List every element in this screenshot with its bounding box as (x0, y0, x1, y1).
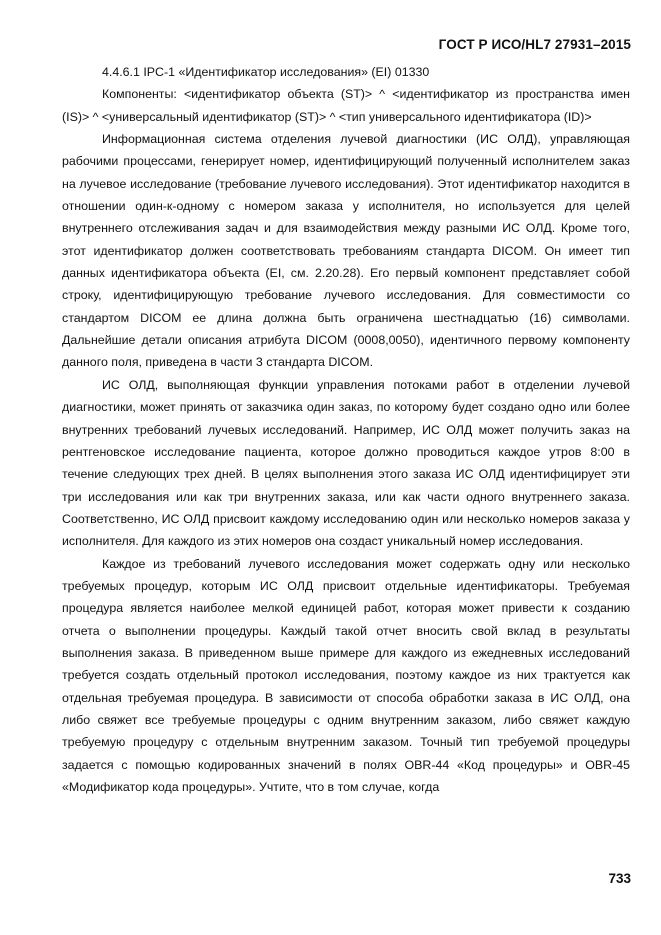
document-body (62, 61, 630, 798)
document-header: ГОСТ Р ИСО/HL7 27931–2015 (438, 37, 631, 52)
components-definition: Компоненты: <идентификатор объекта (ST)> ^ <идентификатор из пространства имен (IS)> ^ <универсальный идентификатор (ST)> ^ <тип универсального идентификатора (ID)> (62, 87, 630, 124)
section-heading: 4.4.6.1 IPC-1 «Идентификатор исследования» (EI) 01330 (102, 65, 430, 79)
page-number: 733 (608, 871, 631, 886)
body-paragraph-1: Информационная система отделения лучевой диагностики (ИС ОЛД), управляющая рабочими процессами, генерирует номер, идентифицирующий полученный исполнителем заказ на лучевое исследование (требование лучевого исследования). Этот идентификатор находится в отношении один-к-одному с номером заказа у исполнителя, но используется для целей внутреннего отслеживания задач и для взаимодействия между разными ИС ОЛД. Кроме того, этот идентификатор должен соответствовать требованиям стандарта DICOM. Он имеет тип данных идентификатора объекта (EI, см. 2.20.28). Его первый компонент представляет собой строку, идентифицирующую требование лучевого исследования. Для совместимости со стандартом DICOM ее длина должна быть ограничена шестнадцатью (16) символами. Дальнейшие детали описания атрибута DICOM (0008,0050), идентичного первому компоненту данного поля, приведена в части 3 стандарта DICOM. (62, 132, 630, 370)
body-paragraph-2: ИС ОЛД, выполняющая функции управления потоками работ в отделении лучевой диагностики, может принять от заказчика один заказ, по которому будет создано одно или более внутренних требований лучевых исследований. Например, ИС ОЛД может получить заказ на рентгеновское исследование пациента, которое должно проводиться каждое утров 8:00 в течение следующих трех дней. В целях выполнения этого заказа ИС ОЛД идентифицирует эти три исследования или как три внутренних заказа, или как части одного внутреннего заказа. Соответственно, ИС ОЛД присвоит каждому исследованию один или несколько номеров заказа у исполнителя. Для каждого из этих номеров она создаст уникальный номер исследования. (62, 377, 630, 549)
body-paragraph-3: Каждое из требований лучевого исследования может содержать одну или несколько требуемых процедур, которым ИС ОЛД присвоит отдельные идентификаторы. Требуемая процедура является наиболее мелкой единицей работ, которая может привести к созданию отчета о выполнении процедуры. Каждый такой отчет вносить свой вклад в результаты выполнения заказа. В приведенном выше примере для каждого из ежедневных исследований требуется создать отдельный протокол исследования, поэтому каждое из них трактуется как отдельная требуемая процедура. В зависимости от способа обработки заказа в ИС ОЛД, она либо свяжет все требуемые процедуры с одним внутренним заказом, либо свяжет каждую требуемую процедуру с отдельным внутренним заказом. Точный тип требуемой процедуры задается с помощью кодированных значений в полях OBR-44 «Код процедуры» и OBR-45 «Модификатор кода процедуры». Учтите, что в том случае, когда (62, 556, 630, 794)
